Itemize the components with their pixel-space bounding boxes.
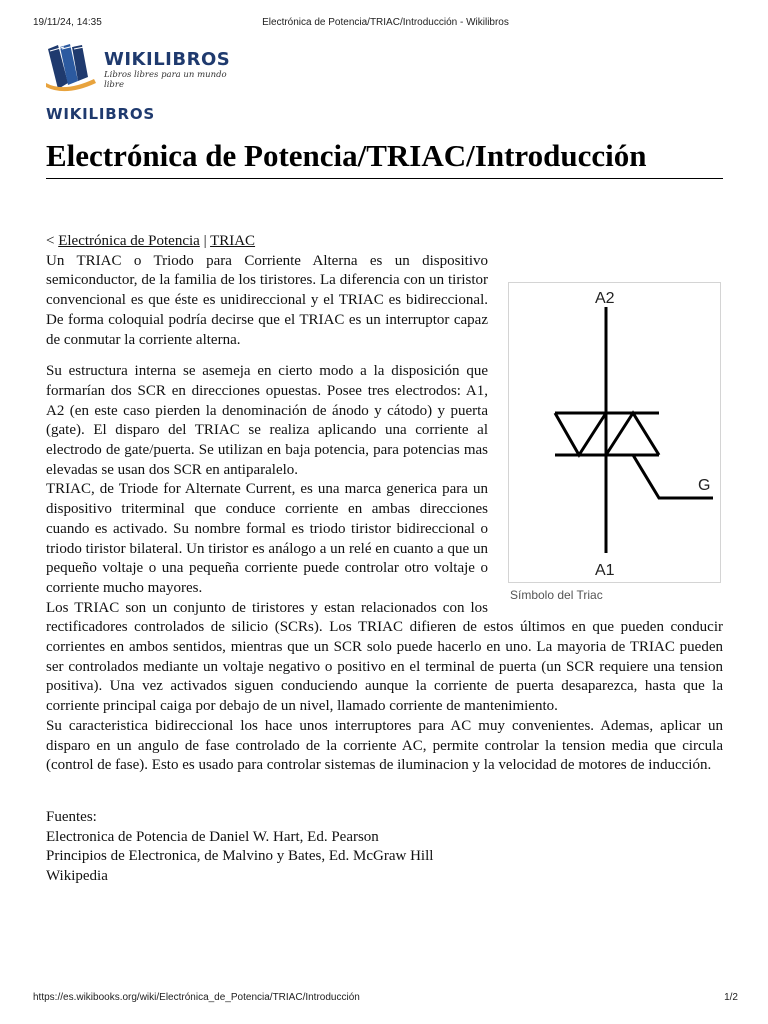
site-name-link[interactable]: WIKILIBROS <box>46 105 156 123</box>
article-content <box>46 232 723 887</box>
breadcrumb-current-link[interactable]: TRIAC <box>210 233 256 249</box>
triac-symbol-diagram <box>509 283 720 582</box>
triac-symbol-image[interactable] <box>508 282 721 583</box>
source-item: Wikipedia <box>46 868 108 885</box>
logo-wordmark: WIKILIBROS <box>104 49 231 70</box>
paragraph-intro: Un TRIAC o Triodo para Corriente Alterna es un dispositivo semiconductor, de la familia de los tiristores. La diferencia con un tiristor convencional es que éste es unidireccional y el TRIAC es bidireccional. De forma coloquial podría decirse que el TRIAC es un interruptor capaz de conmutar la corriente alterna. <box>46 252 488 348</box>
sources-heading: Fuentes: <box>46 808 97 825</box>
label-g: G <box>698 476 711 494</box>
paragraph-definition: TRIAC, de Triode for Alternate Current, es una marca generica para un dispositivo triterminal que conduce corriente en ambas direcciones cuando es activado. Su nombre formal es triodo tiristor bidireccional o triodo tiristor bilateral. Un tiristor es análogo a un relé en cuanto a que un pequeño voltaje o una pequeña corriente puede controlar otro voltaje o corriente mucho mayores. <box>46 481 488 596</box>
wikibooks-books-icon <box>44 43 98 93</box>
breadcrumb-prefix: < <box>46 233 59 249</box>
page-title: Electrónica de Potencia/TRIAC/Introducción <box>46 138 723 179</box>
triac-figure <box>508 282 723 606</box>
label-a2: A2 <box>595 289 615 307</box>
print-datetime: 19/11/24, 14:35 <box>33 17 102 28</box>
source-item: Electronica de Potencia de Daniel W. Hart, Ed. Pearson <box>46 828 379 845</box>
print-header <box>33 17 738 31</box>
figure-caption: Símbolo del Triac <box>510 587 603 602</box>
wikilibros-logo[interactable] <box>44 43 244 93</box>
logo-tagline: Libros libres para un mundo libre <box>104 70 227 90</box>
paragraph-scr-comparison: Los TRIAC son un conjunto de tiristores y estan relacionados con los rectificadores controlados de silicio (SCRs). Los TRIAC difieren de estos últimos en que pueden conducir corrientes en ambos sentidos, mientras que un SCR solo puede hacerlo en uno. La mayoria de TRIAC pueden ser controlados mediante un voltaje negativo o positivo en el terminal de puerta (un SCR requiere una tension positiva). Una vez activados siguen conduciendo aunque la corriente de puerta desaparezca, hasta que la corriente principal caiga por debajo de un nivel, llamado corriente de mantenimiento. <box>46 599 723 715</box>
breadcrumb <box>46 232 723 252</box>
print-document-title: Electrónica de Potencia/TRIAC/Introducción - Wikilibros <box>262 17 509 28</box>
print-page-number: 1/2 <box>724 992 738 1003</box>
print-url: https://es.wikibooks.org/wiki/Electrónica_de_Potencia/TRIAC/Introducción <box>33 992 360 1003</box>
breadcrumb-separator: | <box>199 233 211 249</box>
sources-section <box>46 808 723 887</box>
breadcrumb-parent-link[interactable]: Electrónica de Potencia <box>58 233 200 249</box>
paragraph-applications: Su caracteristica bidireccional los hace unos interruptores para AC muy convenientes. Ademas, aplicar un disparo en un angulo de fase controlado de la corriente AC, permite controlar la tension media que circula (control de fase). Esto es usado para controlar sistemas de iluminacion y la velocidad de motores de inducción. <box>46 717 723 774</box>
print-footer <box>33 992 738 1006</box>
label-a1: A1 <box>595 561 615 579</box>
source-item: Principios de Electronica, de Malvino y Bates, Ed. McGraw Hill <box>46 848 434 865</box>
paragraph-structure: Su estructura interna se asemeja en cierto modo a la disposición que formarían dos SCR en direcciones opuestas. Posee tres electrodos: A1, A2 (en este caso pierden la denominación de ánodo y cátodo) y puerta (gate). El disparo del TRIAC se realiza aplicando una corriente al electrodo de gate/puerta. Se utilizan en baja potencia, para potencias mas elevadas se usan dos SCR en antiparalelo. <box>46 363 488 478</box>
